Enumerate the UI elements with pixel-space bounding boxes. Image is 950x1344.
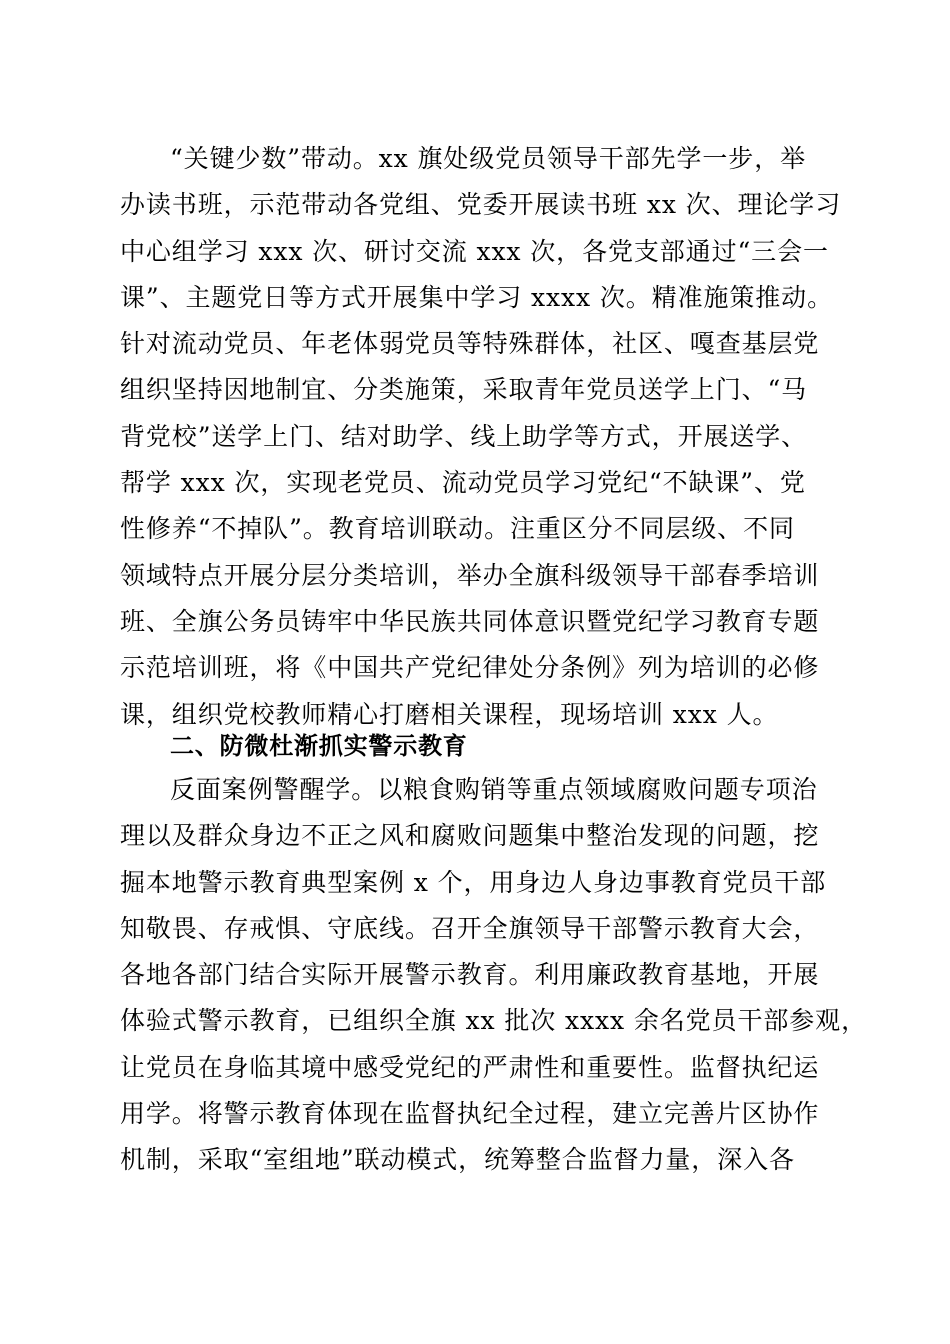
text-line: 掘本地警示教育典型案例 x 个，用身边人身边事教育党员干部 bbox=[120, 867, 827, 897]
text-line: 班、全旗公务员铸牢中华民族共同体意识暨党纪学习教育专题 bbox=[120, 606, 820, 636]
text-line: 各地各部门结合实际开展警示教育。利用廉政教育基地，开展 bbox=[120, 960, 820, 990]
section-heading: 二、防微杜渐抓实警示教育 bbox=[170, 732, 468, 760]
text-line: 组织坚持因地制宜、分类施策，采取青年党员送学上门、“马 bbox=[120, 375, 808, 405]
text-line: 机制，采取“室组地”联动模式，统筹整合监督力量，深入各 bbox=[120, 1145, 795, 1175]
text-line: 课”、主题党日等方式开展集中学习 xxxx 次。精准施策推动。 bbox=[120, 282, 833, 312]
paragraph-warning-education bbox=[120, 767, 867, 1184]
text-line: 性修养“不掉队”。教育培训联动。注重区分不同层级、不同 bbox=[120, 514, 795, 544]
text-line: 理以及群众身边不正之风和腐败问题集中整治发现的问题，挖 bbox=[120, 821, 820, 851]
paragraph-learning-education bbox=[120, 136, 842, 738]
text-line: 帮学 xxx 次，实现老党员、流动党员学习党纪“不缺课”、党 bbox=[120, 468, 806, 498]
text-line: 知敬畏、存戒惧、守底线。召开全旗领导干部警示教育大会， bbox=[120, 913, 820, 943]
text-line: 办读书班，示范带动各党组、党委开展读书班 xx 次、理论学习 bbox=[120, 190, 842, 220]
text-line: 让党员在身临其境中感受党纪的严肃性和重要性。监督执纪运 bbox=[120, 1052, 820, 1082]
text-line: 领域特点开展分层分类培训，举办全旗科级领导干部春季培训 bbox=[120, 560, 820, 590]
text-line: 课，组织党校教师精心打磨相关课程，现场培训 xxx 人。 bbox=[120, 699, 779, 729]
text-line: “关键少数”带动。xx 旗处级党员领导干部先学一步，举 bbox=[170, 144, 807, 173]
text-line: 中心组学习 xxx 次、研讨交流 xxx 次，各党支部通过“三会一 bbox=[120, 236, 829, 266]
text-line: 用学。将警示教育体现在监督执纪全过程，建立完善片区协作 bbox=[120, 1099, 820, 1129]
text-line: 反面案例警醒学。以粮食购销等重点领域腐败问题专项治 bbox=[170, 775, 818, 804]
text-line: 示范培训班，将《中国共产党纪律处分条例》列为培训的必修 bbox=[120, 653, 820, 683]
text-line: 体验式警示教育，已组织全旗 xx 批次 xxxx 余名党员干部参观， bbox=[120, 1006, 867, 1036]
text-line: 针对流动党员、年老体弱党员等特殊群体，社区、嘎查基层党 bbox=[120, 329, 820, 359]
text-line: 背党校”送学上门、结对助学、线上助学等方式，开展送学、 bbox=[120, 421, 808, 451]
